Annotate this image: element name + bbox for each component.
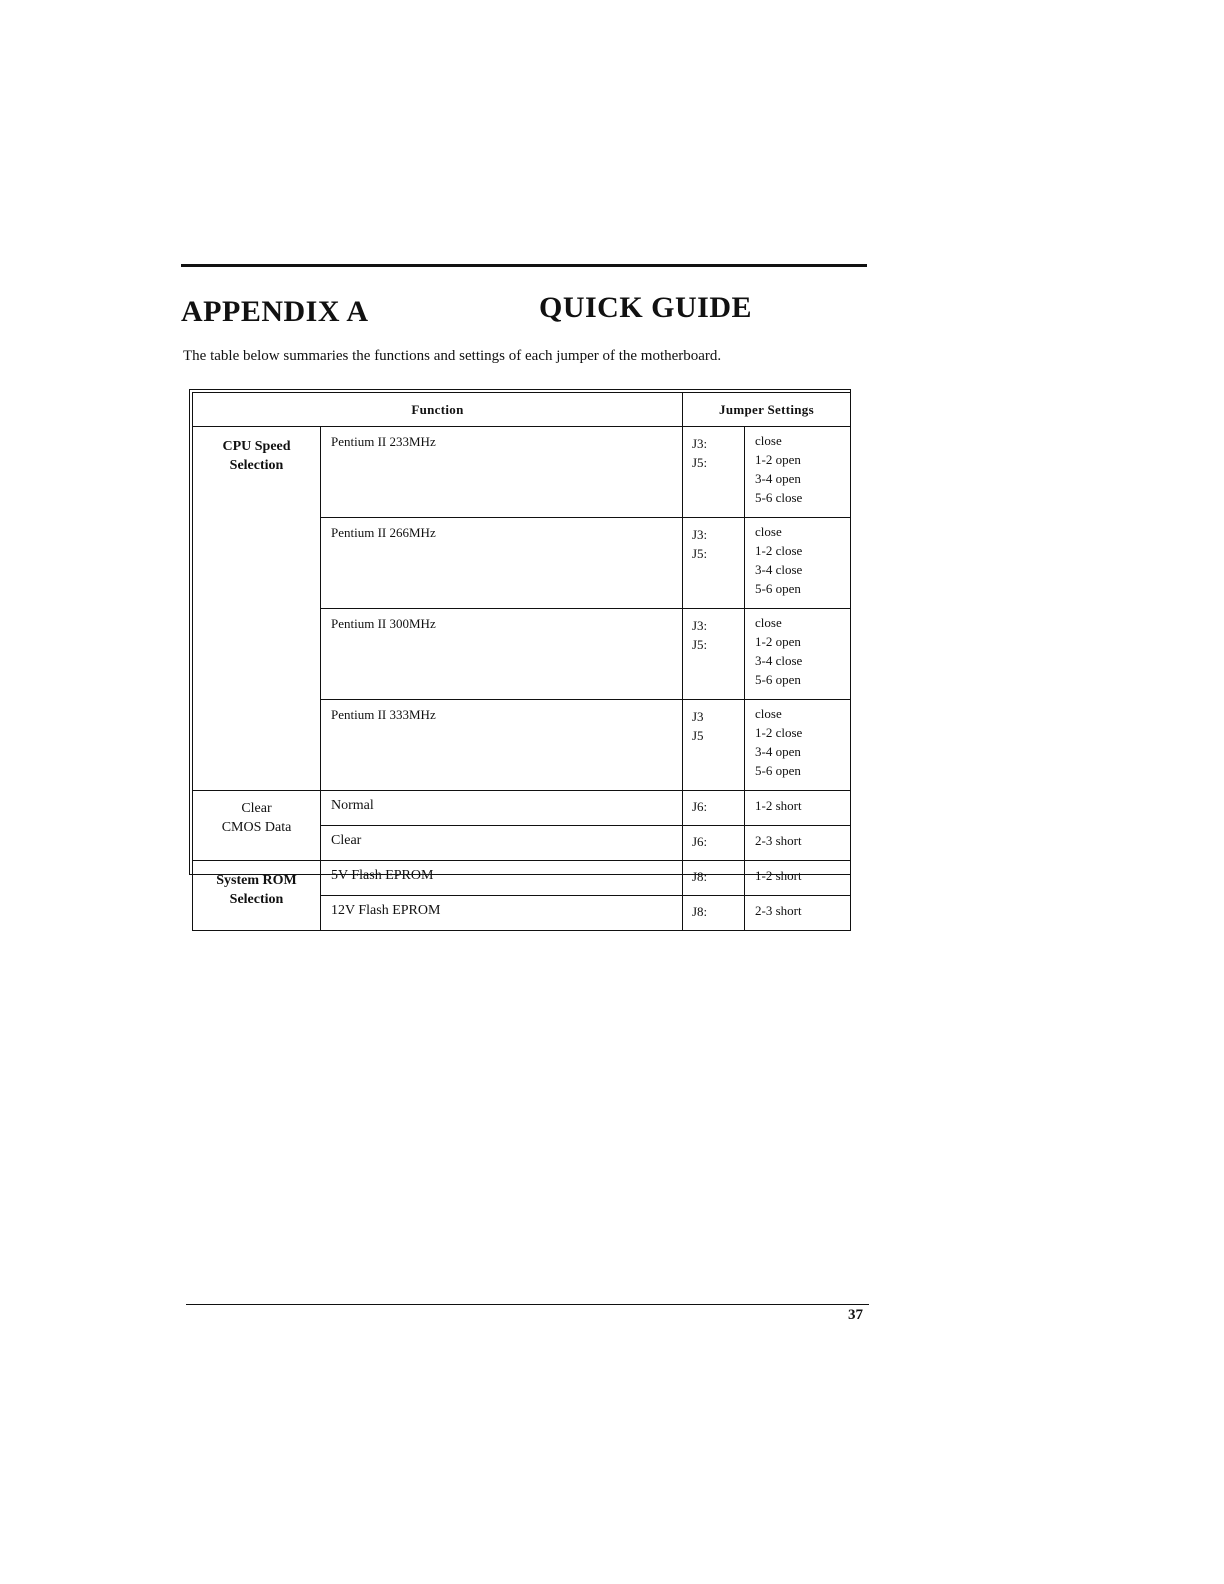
setting-cell: close 1-2 open 3-4 open 5-6 close	[745, 427, 851, 518]
table-row	[193, 791, 851, 826]
page-number: 37	[848, 1307, 863, 1323]
intro-text: The table below summaries the functions and settings of each jumper of the motherboard.	[183, 348, 722, 364]
jumper-cell: J6:	[683, 791, 745, 826]
function-cell: 12V Flash EPROM	[321, 896, 683, 931]
function-cell: Clear	[321, 826, 683, 861]
function-cell: Pentium II 266MHz	[321, 518, 683, 609]
jumper-cell: J8:	[683, 861, 745, 896]
function-cell: Pentium II 333MHz	[321, 700, 683, 791]
function-cell: Pentium II 233MHz	[321, 427, 683, 518]
function-cell: Normal	[321, 791, 683, 826]
setting-cell: 1-2 short	[745, 791, 851, 826]
setting-cell: 1-2 short	[745, 861, 851, 896]
jumper-cell: J3: J5:	[683, 518, 745, 609]
function-cell: 5V Flash EPROM	[321, 861, 683, 896]
jumper-cell: J3: J5:	[683, 427, 745, 518]
setting-cell: 2-3 short	[745, 826, 851, 861]
top-rule	[181, 264, 867, 267]
appendix-label: APPENDIX A	[181, 295, 369, 328]
function-cell: Pentium II 300MHz	[321, 609, 683, 700]
setting-cell: close 1-2 close 3-4 open 5-6 open	[745, 700, 851, 791]
jumper-settings-header: Jumper Settings	[683, 393, 851, 427]
function-header: Function	[193, 393, 683, 427]
table-row	[193, 861, 851, 896]
jumper-cell: J8:	[683, 896, 745, 931]
setting-cell: close 1-2 open 3-4 close 5-6 open	[745, 609, 851, 700]
jumper-cell: J3: J5:	[683, 609, 745, 700]
jumper-cell: J6:	[683, 826, 745, 861]
jumper-cell: J3 J5	[683, 700, 745, 791]
system-rom-group-label: System ROM Selection	[193, 861, 321, 931]
table-header-row	[193, 393, 851, 427]
setting-cell: 2-3 short	[745, 896, 851, 931]
page-title: QUICK GUIDE	[539, 291, 753, 324]
jumper-settings-table	[192, 392, 851, 931]
footer-rule	[186, 1304, 869, 1305]
clear-cmos-group-label: Clear CMOS Data	[193, 791, 321, 861]
cpu-speed-group-label: CPU Speed Selection	[193, 427, 321, 791]
table-row	[193, 427, 851, 518]
setting-cell: close 1-2 close 3-4 close 5-6 open	[745, 518, 851, 609]
